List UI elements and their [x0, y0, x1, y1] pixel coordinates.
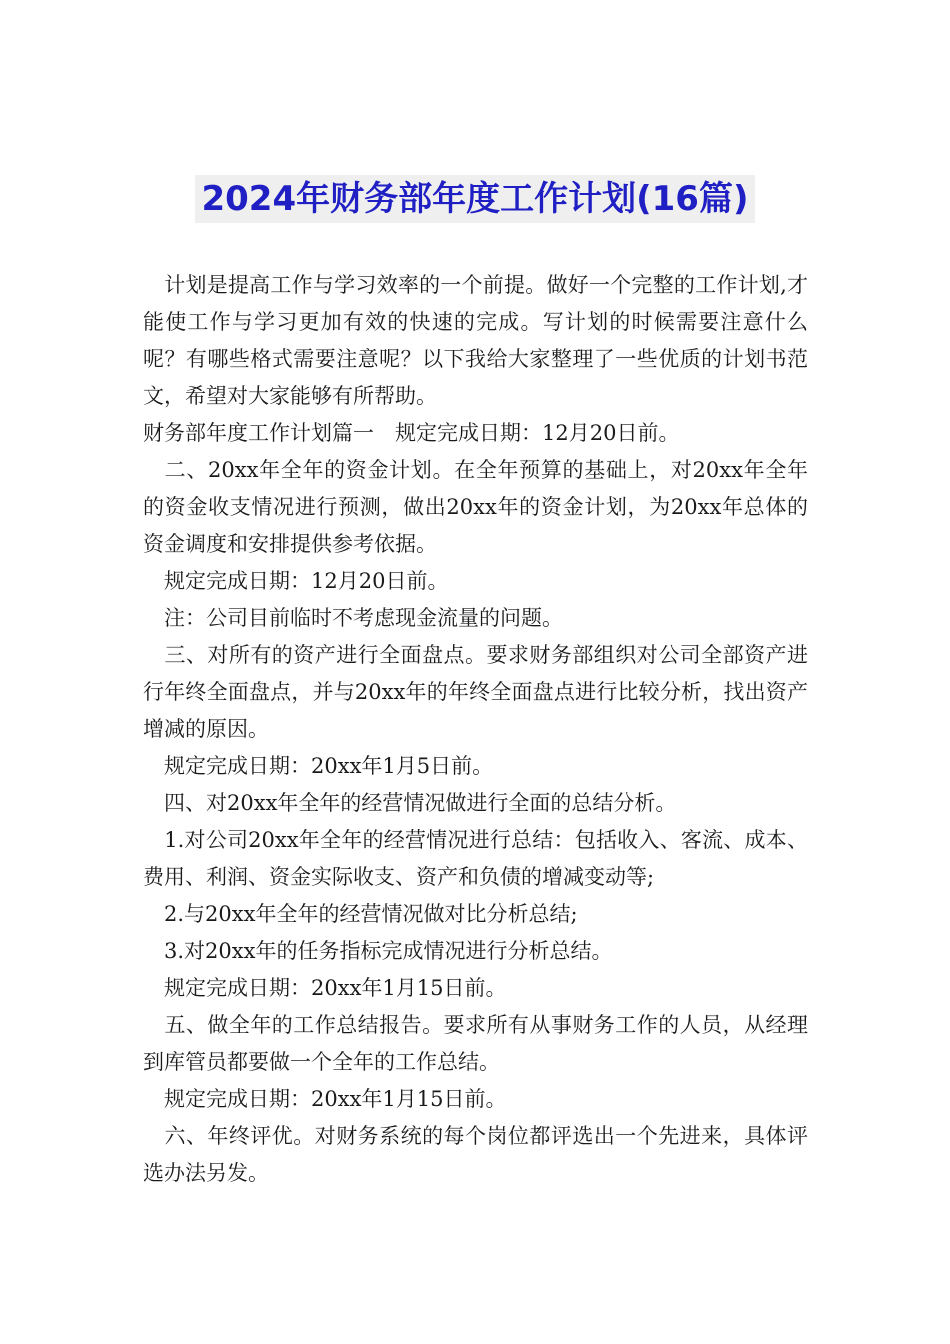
paragraph-deadline: 规定完成日期：20xx年1月15日前。: [143, 1087, 507, 1111]
paragraph-intro: 计划是提高工作与学习效率的一个前提。做好一个完整的工作计划,才能使工作与学习更加有效的快速的完成。写计划的时候需要注意什么呢？有哪些格式需要注意呢？以下我给大家整理了一些优质的计划书范文，希望对大家能够有所帮助。: [143, 273, 808, 408]
paragraph-deadline: 规定完成日期：20xx年1月15日前。: [143, 976, 507, 1000]
document-title: 2024年财务部年度工作计划(16篇): [195, 175, 754, 223]
document-body: [143, 267, 808, 1192]
paragraph-section-one: 财务部年度工作计划篇一 规定完成日期：12月20日前。: [143, 421, 680, 445]
paragraph-item-three: 三、对所有的资产进行全面盘点。要求财务部组织对公司全部资产进行年终全面盘点，并与20xx年的年终全面盘点进行比较分析，找出资产增减的原因。: [143, 643, 808, 741]
paragraph-item-six: 六、年终评优。对财务系统的每个岗位都评选出一个先进来，具体评选办法另发。: [143, 1124, 808, 1185]
paragraph-subitem-2: 2.与20xx年全年的经营情况做对比分析总结;: [143, 902, 578, 926]
title-area: [0, 175, 950, 223]
paragraph-subitem-1: 1.对公司20xx年全年的经营情况进行总结：包括收入、客流、成本、费用、利润、资金实际收支、资产和负债的增减变动等;: [143, 828, 808, 889]
paragraph-note: 注：公司目前临时不考虑现金流量的问题。: [143, 606, 563, 630]
paragraph-item-five: 五、做全年的工作总结报告。要求所有从事财务工作的人员，从经理到库管员都要做一个全年的工作总结。: [143, 1013, 808, 1074]
paragraph-item-four: 四、对20xx年全年的经营情况做进行全面的总结分析。: [143, 791, 677, 815]
paragraph-deadline: 规定完成日期：12月20日前。: [143, 569, 449, 593]
paragraph-item-two: 二、20xx年全年的资金计划。在全年预算的基础上，对20xx年全年的资金收支情况进行预测，做出20xx年的资金计划，为20xx年总体的资金调度和安排提供参考依据。: [143, 458, 808, 556]
paragraph-subitem-3: 3.对20xx年的任务指标完成情况进行分析总结。: [143, 939, 613, 963]
paragraph-deadline: 规定完成日期：20xx年1月5日前。: [143, 754, 494, 778]
